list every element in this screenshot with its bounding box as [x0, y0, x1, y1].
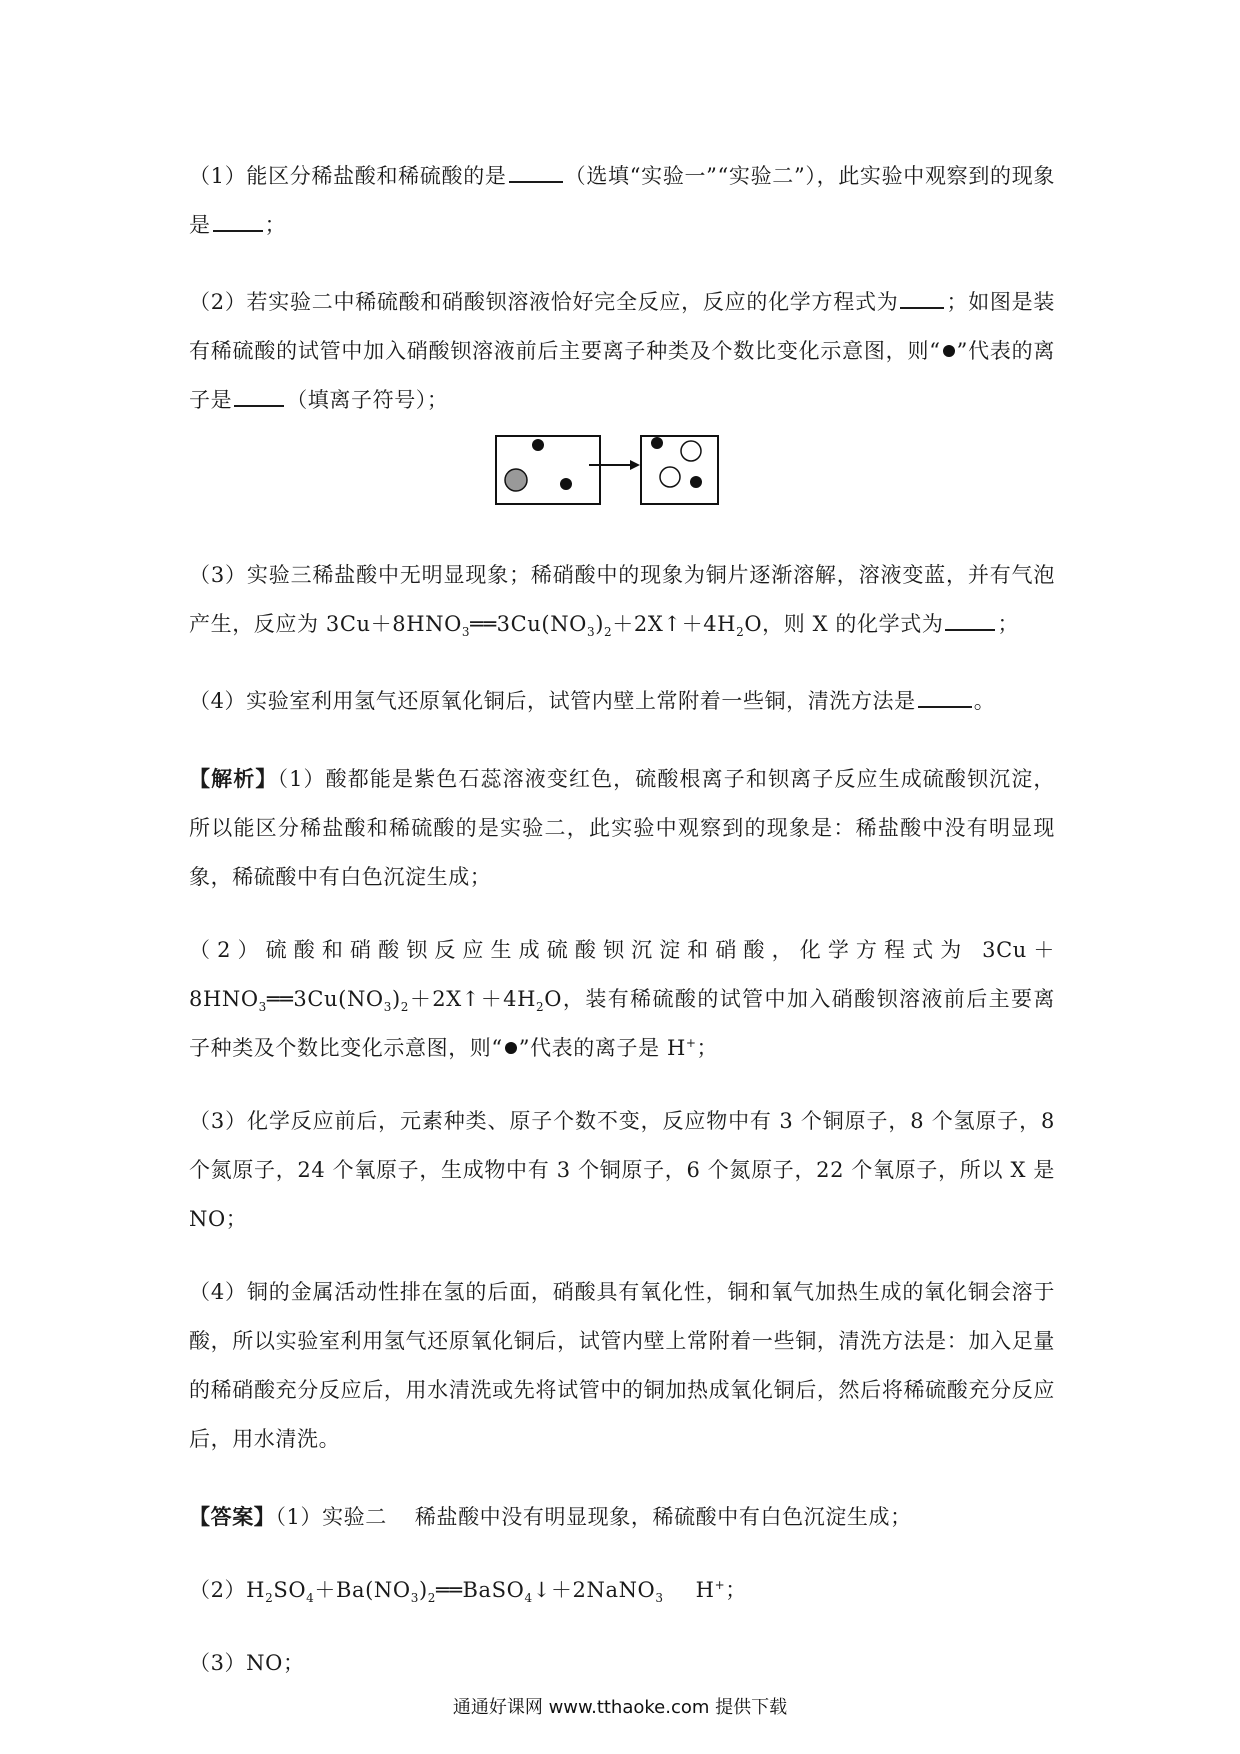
analysis-1: [189, 754, 1055, 902]
subscript: 2: [427, 1591, 437, 1606]
answer-label: 【答案】: [189, 1504, 276, 1529]
q1-text-c: ；: [264, 213, 287, 237]
ion-diagram: [189, 435, 1055, 535]
analysis-2-text-d: ＋2X↑＋4H: [409, 987, 537, 1011]
q3-text-a: （3）实验三稀盐酸中无明显现象；稀硝酸中的现象为铜片逐渐溶解，溶液变蓝，并有气泡产生，反应为 3Cu＋8HNO: [189, 563, 1055, 636]
q4-text-a: （4）实验室利用氢气还原氧化铜后，试管内壁上常附着一些铜，清洗方法是: [189, 689, 916, 713]
answer-2-text-c: ＋Ba(NO: [314, 1578, 411, 1602]
answer-blank: [213, 210, 263, 232]
subscript: 3: [410, 1591, 419, 1606]
arrowhead-icon: [630, 460, 640, 470]
black-ion: [560, 478, 572, 490]
analysis-3: [189, 1097, 1055, 1244]
answer-1-text-a: （1）实验二: [275, 1505, 387, 1529]
answer-2-text-h: ；: [725, 1578, 747, 1602]
superscript: +: [685, 1036, 697, 1050]
answer-blank: [900, 287, 944, 309]
black-ion: [532, 439, 544, 451]
answer-blank: [509, 161, 563, 183]
subscript: 3: [383, 1000, 392, 1015]
q2-text-d: （填离子符号）；: [286, 388, 449, 412]
analysis-2-text-b: ══3Cu(NO: [266, 987, 384, 1011]
answer-2: [189, 1566, 1055, 1615]
question-1: [189, 152, 1055, 250]
subscript: 3: [655, 1591, 664, 1606]
answer-1-text-b: 稀盐酸中没有明显现象，稀硫酸中有白色沉淀生成；: [414, 1505, 912, 1529]
q2-text-a: （2）若实验二中稀硫酸和硝酸钡溶液恰好完全反应，反应的化学方程式为: [189, 290, 899, 314]
footer-watermark: 通通好课网 www.tthaoke.com 提供下载: [452, 1697, 788, 1718]
black-ion: [690, 476, 702, 488]
subscript: 2: [400, 1000, 410, 1015]
q3-text-d: ＋2X↑＋4H: [612, 612, 737, 636]
answer-blank: [945, 609, 995, 631]
analysis-4: [189, 1268, 1055, 1464]
q4-text-b: 。: [973, 689, 996, 713]
answer-3-text: （3）NO；: [189, 1651, 305, 1675]
subscript: 2: [265, 1591, 274, 1606]
analysis-2-text-f: ”代表的离子是 H: [518, 1036, 686, 1060]
analysis-2-text-c: ): [392, 987, 401, 1011]
answer-3: [189, 1639, 1055, 1688]
subscript: 3: [586, 625, 596, 640]
answer-1: [189, 1492, 1055, 1542]
black-dot-icon: [943, 345, 955, 357]
gray-ion: [505, 469, 527, 491]
analysis-4-text: （4）铜的金属活动性排在氢的后面，硝酸具有氧化性，铜和氧气加热生成的氧化铜会溶于酸，所以实验室利用氢气还原氧化铜后，试管内壁上常附着一些铜，清洗方法是：加入足量的稀硝酸充分反应后，用水清洗或先将试管中的铜加热成氧化铜后，然后将稀硫酸充分反应后，用水清洗。: [189, 1280, 1055, 1451]
black-dot-icon: [505, 1042, 517, 1054]
answer-2-text-g: H: [695, 1578, 715, 1602]
question-2: [189, 278, 1055, 425]
analysis-1-text: （1）酸都能是紫色石蕊溶液变红色，硫酸根离子和钡离子反应生成硫酸钡沉淀，所以能区分稀盐酸和稀硫酸的是实验二，此实验中观察到的现象是：稀盐酸中没有明显现象，稀硫酸中有白色沉淀生成；: [189, 767, 1055, 889]
q3-text-b: ══3Cu(NO: [470, 612, 587, 636]
question-3: [189, 551, 1055, 649]
subscript: 3: [461, 625, 471, 640]
q3-text-f: ；: [997, 612, 1020, 636]
answer-2-text-e: ══BaSO: [436, 1578, 525, 1602]
analysis-label: 【解析】: [189, 766, 278, 791]
analysis-3-text: （3）化学反应前后，元素种类、原子个数不变，反应物中有 3 个铜原子，8 个氢原子，8 个氮原子，24 个氧原子，生成物中有 3 个铜原子，6 个氮原子，22 个氧原子，所以 X 是 NO；: [189, 1109, 1055, 1231]
subscript: 2: [736, 625, 745, 640]
black-ion: [651, 437, 663, 449]
answer-blank: [234, 385, 284, 407]
white-ion: [681, 441, 701, 461]
analysis-2-text-a: （2）硫酸和硝酸钡反应生成硫酸钡沉淀和硝酸，化学方程式为 3Cu＋8HNO: [189, 938, 1055, 1011]
answer-2-text-f: ↓＋2NaNO: [532, 1578, 656, 1602]
analysis-2-text-e: O，装有稀硫酸的试管中加入硝酸钡溶液前后主要离子种类及个数比变化示意图，则“: [189, 987, 1056, 1060]
answer-blank: [918, 686, 972, 708]
question-4: [189, 677, 1055, 726]
answer-2-text-b: SO: [273, 1578, 307, 1602]
white-ion: [660, 467, 680, 487]
subscript: 2: [536, 1000, 545, 1015]
answer-2-text-a: （2）H: [189, 1578, 266, 1602]
q1-text-a: （1）能区分稀盐酸和稀硫酸的是: [189, 164, 507, 188]
ion-change-diagram: [495, 435, 721, 507]
analysis-2-text-g: ；: [696, 1036, 719, 1060]
answer-2-text-d: ): [418, 1578, 428, 1602]
subscript: 4: [524, 1591, 533, 1606]
q2-text-c: ”代表的离子是: [189, 339, 1055, 412]
q3-text-e: O，则 X 的化学式为: [744, 612, 944, 636]
analysis-2: [189, 926, 1055, 1073]
q1-text-b: （选填“实验一”“实验二”），此实验中观察到的现象是: [189, 164, 1055, 237]
superscript: +: [714, 1578, 726, 1592]
q2-text-b: ；如图是装有稀硫酸的试管中加入硝酸钡溶液前后主要离子种类及个数比变化示意图，则“: [189, 290, 1055, 363]
document-body: [189, 152, 1055, 1688]
subscript: 4: [306, 1591, 315, 1606]
subscript: 2: [604, 625, 613, 640]
q3-text-c: ): [595, 612, 605, 636]
subscript: 3: [258, 1000, 267, 1015]
